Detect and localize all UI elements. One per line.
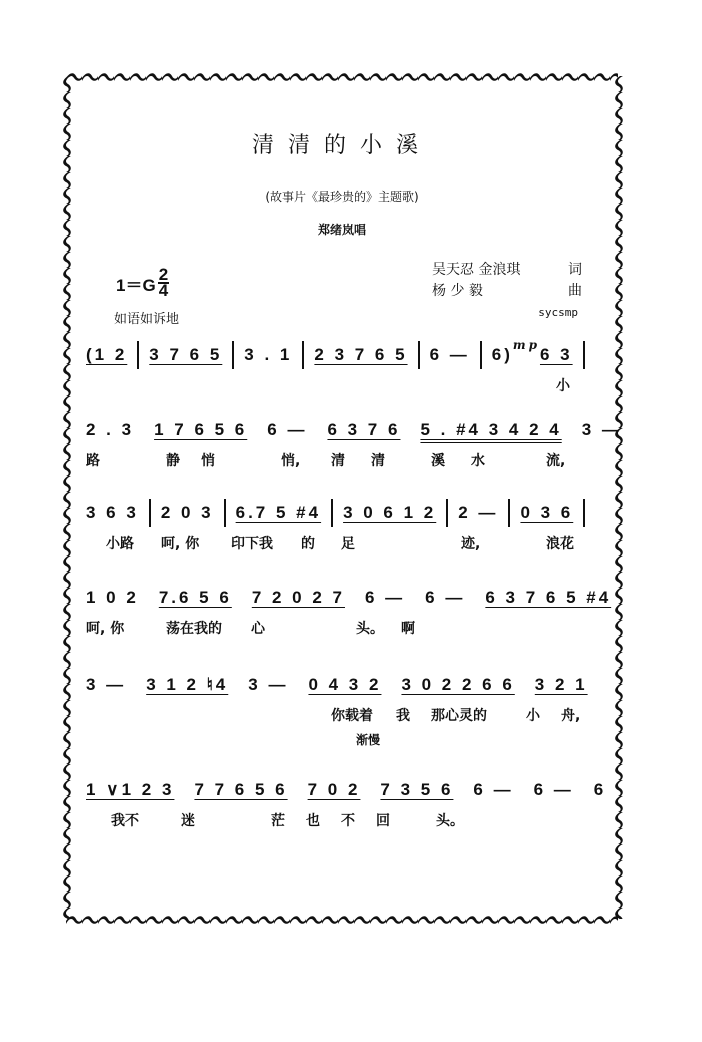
measure: 3 7 6 5: [149, 345, 223, 364]
lyrics-line: [86, 810, 598, 832]
measure: 3 —: [86, 675, 127, 694]
lyric: 小路: [106, 536, 134, 552]
lyric: 头。: [436, 813, 464, 829]
measure: 6 3 7 6 5 #4: [485, 588, 612, 607]
lyric: 啊: [401, 621, 415, 637]
lyric: 呵, 你: [86, 621, 125, 637]
lyrics-line: [86, 450, 598, 472]
lyricist-role: 词: [568, 262, 582, 278]
score-system-2: [86, 416, 622, 476]
barline: [224, 499, 226, 527]
score-system-4: [86, 584, 612, 644]
measure: 3 —: [581, 420, 622, 439]
barline: [331, 499, 333, 527]
composer-row: [432, 281, 582, 302]
barline: [508, 499, 510, 527]
lyric: 那心灵的: [431, 708, 487, 724]
time-signature: [158, 265, 169, 300]
measure: 3 —: [248, 675, 289, 694]
watermark: sycsmp: [538, 306, 578, 319]
measure: 6): [491, 345, 513, 364]
composer: 杨 少 毅: [432, 283, 483, 299]
notation-line: [86, 671, 598, 699]
lyrics-line: [86, 618, 598, 640]
lyric: 浪花: [546, 536, 574, 552]
decorative-border-top: [66, 70, 618, 82]
measure: 7 0 2: [307, 780, 361, 799]
barline: [232, 341, 234, 369]
measure: 5 . #4 3 4 2 4: [420, 420, 562, 439]
measure: 3 6 3: [86, 503, 139, 522]
lyrics-line: [86, 533, 598, 555]
lyric: 舟,: [561, 708, 581, 724]
lyric: 水: [471, 453, 485, 469]
notation-line: [86, 416, 622, 444]
measure: 6 3 7 6: [327, 420, 401, 439]
lyric: 也: [306, 813, 320, 829]
barline: [137, 341, 139, 369]
measure: 6: [593, 780, 607, 799]
lyric: 我不: [111, 813, 139, 829]
barline: [302, 341, 304, 369]
lyrics-line: [86, 705, 598, 727]
measure: 2 3 7 6 5: [314, 345, 408, 364]
measure: 7 7 6 5 6: [194, 780, 288, 799]
barline: [583, 341, 585, 369]
measure: 7.6 5 6: [158, 588, 232, 607]
notation-line: [86, 499, 598, 527]
lyric: 路: [86, 453, 100, 469]
lyric: 荡在我的: [166, 621, 222, 637]
measure: 6 —: [533, 780, 574, 799]
lyrics-line: [86, 375, 598, 397]
key-signature: [116, 265, 169, 300]
lyric: 茫: [271, 813, 285, 829]
lyric: 回: [376, 813, 390, 829]
score-system-5: [86, 671, 598, 747]
time-bottom: 4: [158, 281, 169, 300]
time-top: 2: [158, 265, 169, 284]
lyric: 流,: [546, 453, 566, 469]
lyric: 清: [331, 453, 345, 469]
score-page: [66, 76, 622, 919]
lyric: 静: [166, 453, 180, 469]
lyric: 的: [301, 536, 315, 552]
measure: 7 2 0 2 7: [251, 588, 345, 607]
measure: 3 2 1: [534, 675, 588, 694]
lyricists: 吴天忍 金浪琪: [432, 262, 521, 278]
barline: [583, 499, 585, 527]
lyric: 头。: [356, 621, 384, 637]
measure: 2 . 3: [86, 420, 135, 439]
measure: 1 7 6 5 6: [154, 420, 248, 439]
lyric: 小: [526, 708, 540, 724]
score-system-1: [86, 338, 598, 401]
measure: 2 —: [458, 503, 499, 522]
song-subtitle: (故事片《最珍贵的》主题歌): [265, 190, 419, 204]
measure: 6.7 5 #4: [235, 503, 322, 522]
lyric: 迹,: [461, 536, 481, 552]
lyric: 悄,: [281, 453, 301, 469]
tempo-marking: 如语如诉地: [114, 312, 180, 327]
measure: 3 . 1: [244, 345, 293, 364]
measure: 1 ∨1 2 3: [86, 780, 175, 799]
measure: (1 2: [86, 345, 128, 364]
notation-line: [86, 584, 612, 612]
expression-line: [86, 731, 598, 753]
lyricist-row: [432, 260, 582, 281]
credits: [432, 260, 582, 302]
barline: [480, 341, 482, 369]
measure: 3 1 2 ♮4: [146, 675, 229, 694]
lyric: 悄: [201, 453, 215, 469]
measure: 1 0 2: [86, 588, 139, 607]
pickup-notes: 6 3: [539, 345, 573, 364]
notation-line: [86, 338, 598, 369]
dynamic-mark: mp: [512, 338, 540, 352]
measure: 7 3 5 6: [380, 780, 454, 799]
measure: 3 0 2 2 6 6: [401, 675, 515, 694]
measure: 6 —: [425, 588, 466, 607]
score-system-3: [86, 499, 598, 559]
measure: 6 —: [364, 588, 406, 607]
composer-role: 曲: [568, 283, 582, 299]
key-tonic: 1＝G: [116, 275, 156, 295]
measure: 6 —: [473, 780, 514, 799]
lyric: 你载着: [331, 708, 373, 724]
lyric: 清: [371, 453, 385, 469]
lyric: 足: [341, 536, 355, 552]
expression-mark: 渐慢: [356, 733, 381, 747]
notation-line: [86, 776, 607, 804]
barline: [149, 499, 151, 527]
score-system-6: [86, 776, 607, 836]
song-title: 清清的小溪: [251, 133, 432, 158]
decorative-border-bottom: [66, 913, 618, 925]
lyric: 迷: [181, 813, 195, 829]
lyric: 溪: [431, 453, 445, 469]
lyric: 我: [396, 708, 410, 724]
measure: 0 3 6: [520, 503, 574, 522]
lyric: 小: [556, 378, 570, 394]
measure: 6 —: [429, 345, 470, 364]
measure: 3 0 6 1 2: [343, 503, 437, 522]
lyric: 心: [251, 621, 265, 637]
barline: [446, 499, 448, 527]
lyric: 印下我: [231, 536, 273, 552]
singer-credit: 郑绪岚唱: [317, 223, 366, 237]
lyric: 不: [341, 813, 355, 829]
measure: 0 4 3 2: [308, 675, 382, 694]
measure: 2 0 3: [160, 503, 214, 522]
measure: 6 —: [267, 420, 308, 439]
barline: [418, 341, 420, 369]
lyric: 呵, 你: [161, 536, 200, 552]
